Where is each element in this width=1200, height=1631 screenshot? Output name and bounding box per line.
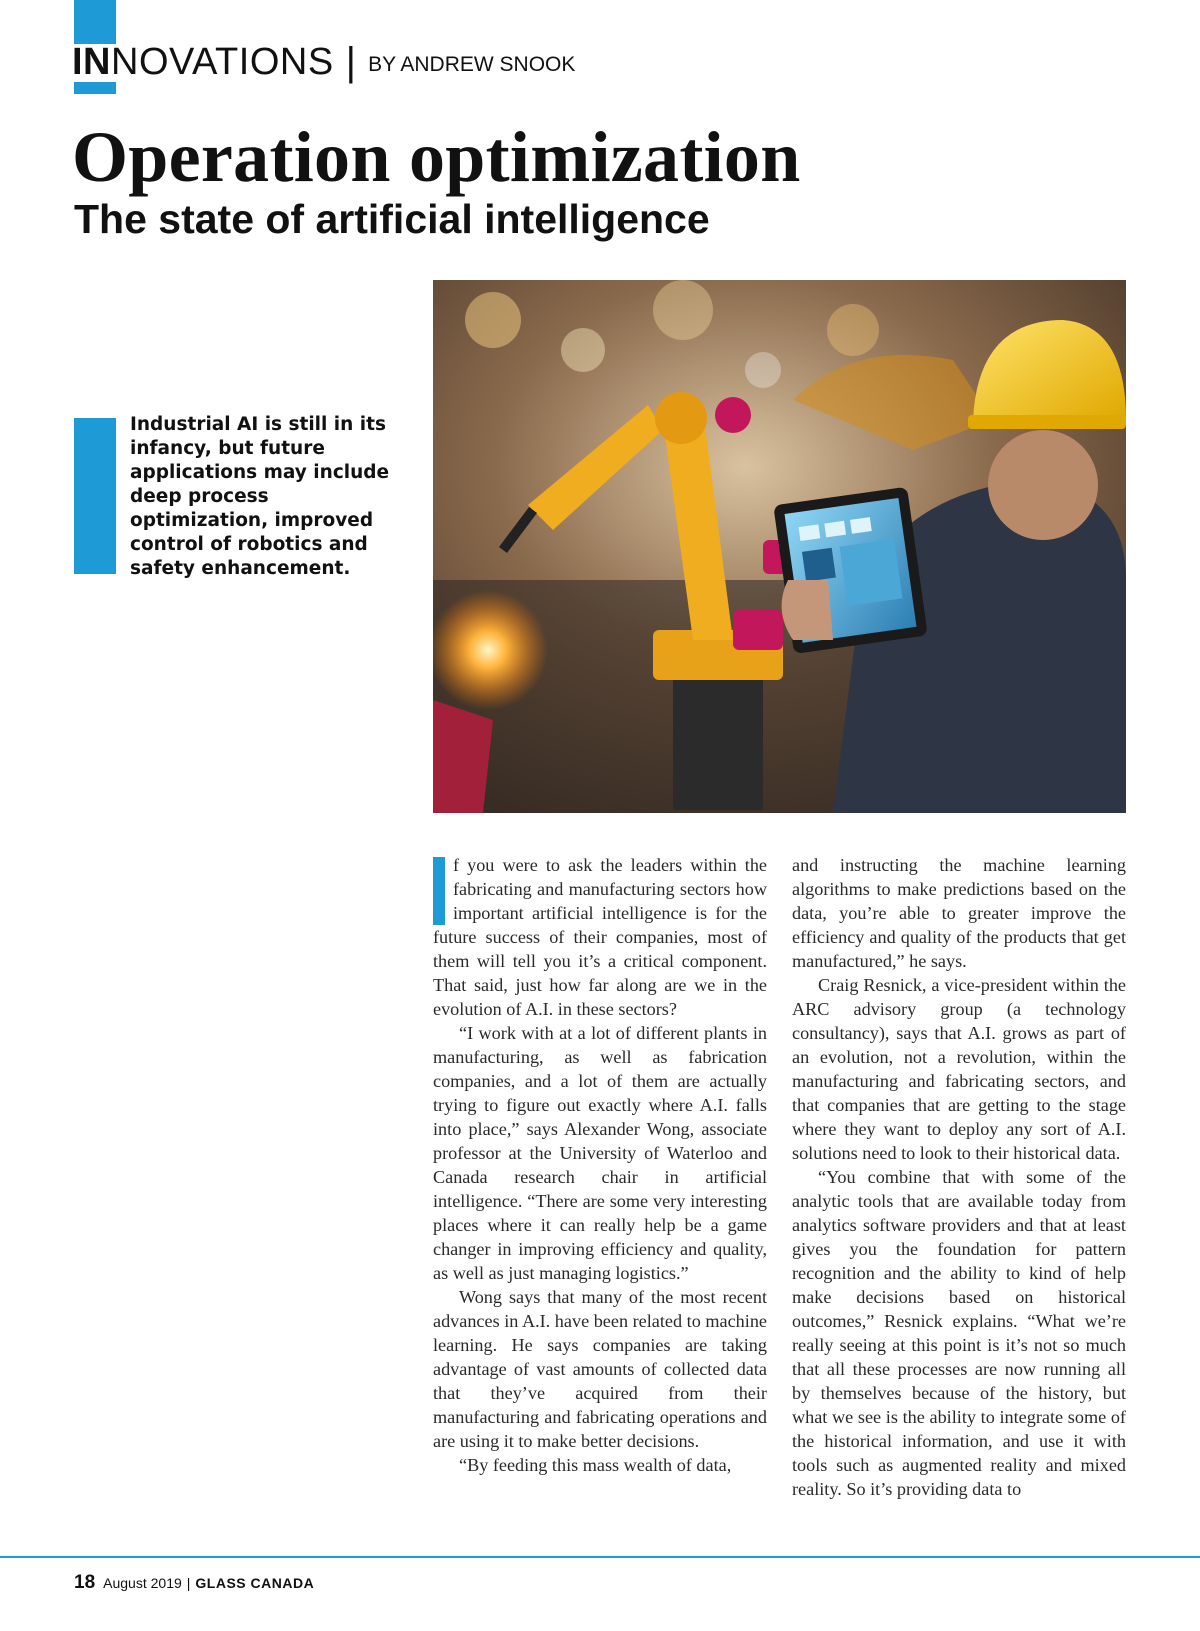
body-column-left [433, 853, 767, 1477]
paragraph: Craig Resnick, a vice-president within the ARC advisory group (a technology consultancy), says that A.I. grows as part of an evolution, not a revolution, within the manufacturing and fabricating sectors, and that companies that are getting to the stage where they want to deploy any sort of A.I. solutions need to look to their historical data. [792, 975, 1126, 1163]
dropcap-bar [433, 857, 445, 925]
section-separator: | [345, 40, 357, 84]
headline: Operation optimization [72, 117, 801, 197]
section-name-rest: NOVATIONS [111, 40, 334, 83]
paragraph: f you were to ask the leaders within the fabricating and manufacturing sectors how important artificial intelligence is for the future success of their companies, most of them will tell you it’s a critical component. That said, just how far along are we in the evolution of A.I. in these sectors? [433, 855, 767, 1019]
footer-separator: | [186, 1575, 191, 1591]
footer [74, 1572, 314, 1594]
paragraph: “By feeding this mass wealth of data, [459, 1455, 732, 1475]
pull-quote: Industrial AI is still in its infancy, but future applications may include deep process optimization, improved control of robotics and safety enhancement. [130, 414, 390, 579]
paragraph: “You combine that with some of the analytic tools that are available today from analytics software providers and that at least gives you the foundation for pattern recognition and the ability to kind of help make decisions based on historical outcomes,” Resnick explains. “What we’re really seeing at this point is it’s not so much that all these processes are now running all by themselves because of the history, but what we see is the ability to integrate some of the historical information, and use it with tools such as augmented reality and mixed reality. So it’s providing data to [792, 1167, 1126, 1499]
section-header [72, 38, 575, 86]
pull-quote-accent-bar [74, 418, 116, 574]
paragraph: “I work with at a lot of different plants in manufacturing, as well as fabrication companies, and a lot of them are actually trying to figure out exactly where A.I. falls into place,” says Alexander Wong, associate professor at the University of Waterloo and Canada research chair in artificial intelligence. “There are some very interesting places where it can really help be a game changer in improving efficiency and quality, as well as just managing logistics.” [433, 1023, 767, 1283]
deck: The state of artificial intelligence [74, 196, 710, 242]
byline: BY ANDREW SNOOK [368, 53, 576, 76]
issue-date: August 2019 [103, 1575, 182, 1591]
paragraph: and instructing the machine learning algorithms to make predictions based on the data, you’re able to greater improve the efficiency and quality of the products that get manufactured,” he says. [792, 855, 1126, 971]
section-name-bold: IN [72, 40, 111, 83]
magazine-name: GLASS CANADA [195, 1575, 315, 1591]
article-photo [433, 280, 1126, 813]
industrial-robot-photo-icon [433, 280, 1126, 813]
page-number: 18 [74, 1572, 96, 1593]
footer-rule [0, 1556, 1200, 1558]
paragraph: Wong says that many of the most recent advances in A.I. have been related to machine learning. He says companies are taking advantage of vast amounts of collected data that they’ve acquired from their manufacturing and fabricating operations and are using it to make better decisions. [433, 1287, 767, 1451]
body-column-right [792, 853, 1126, 1501]
